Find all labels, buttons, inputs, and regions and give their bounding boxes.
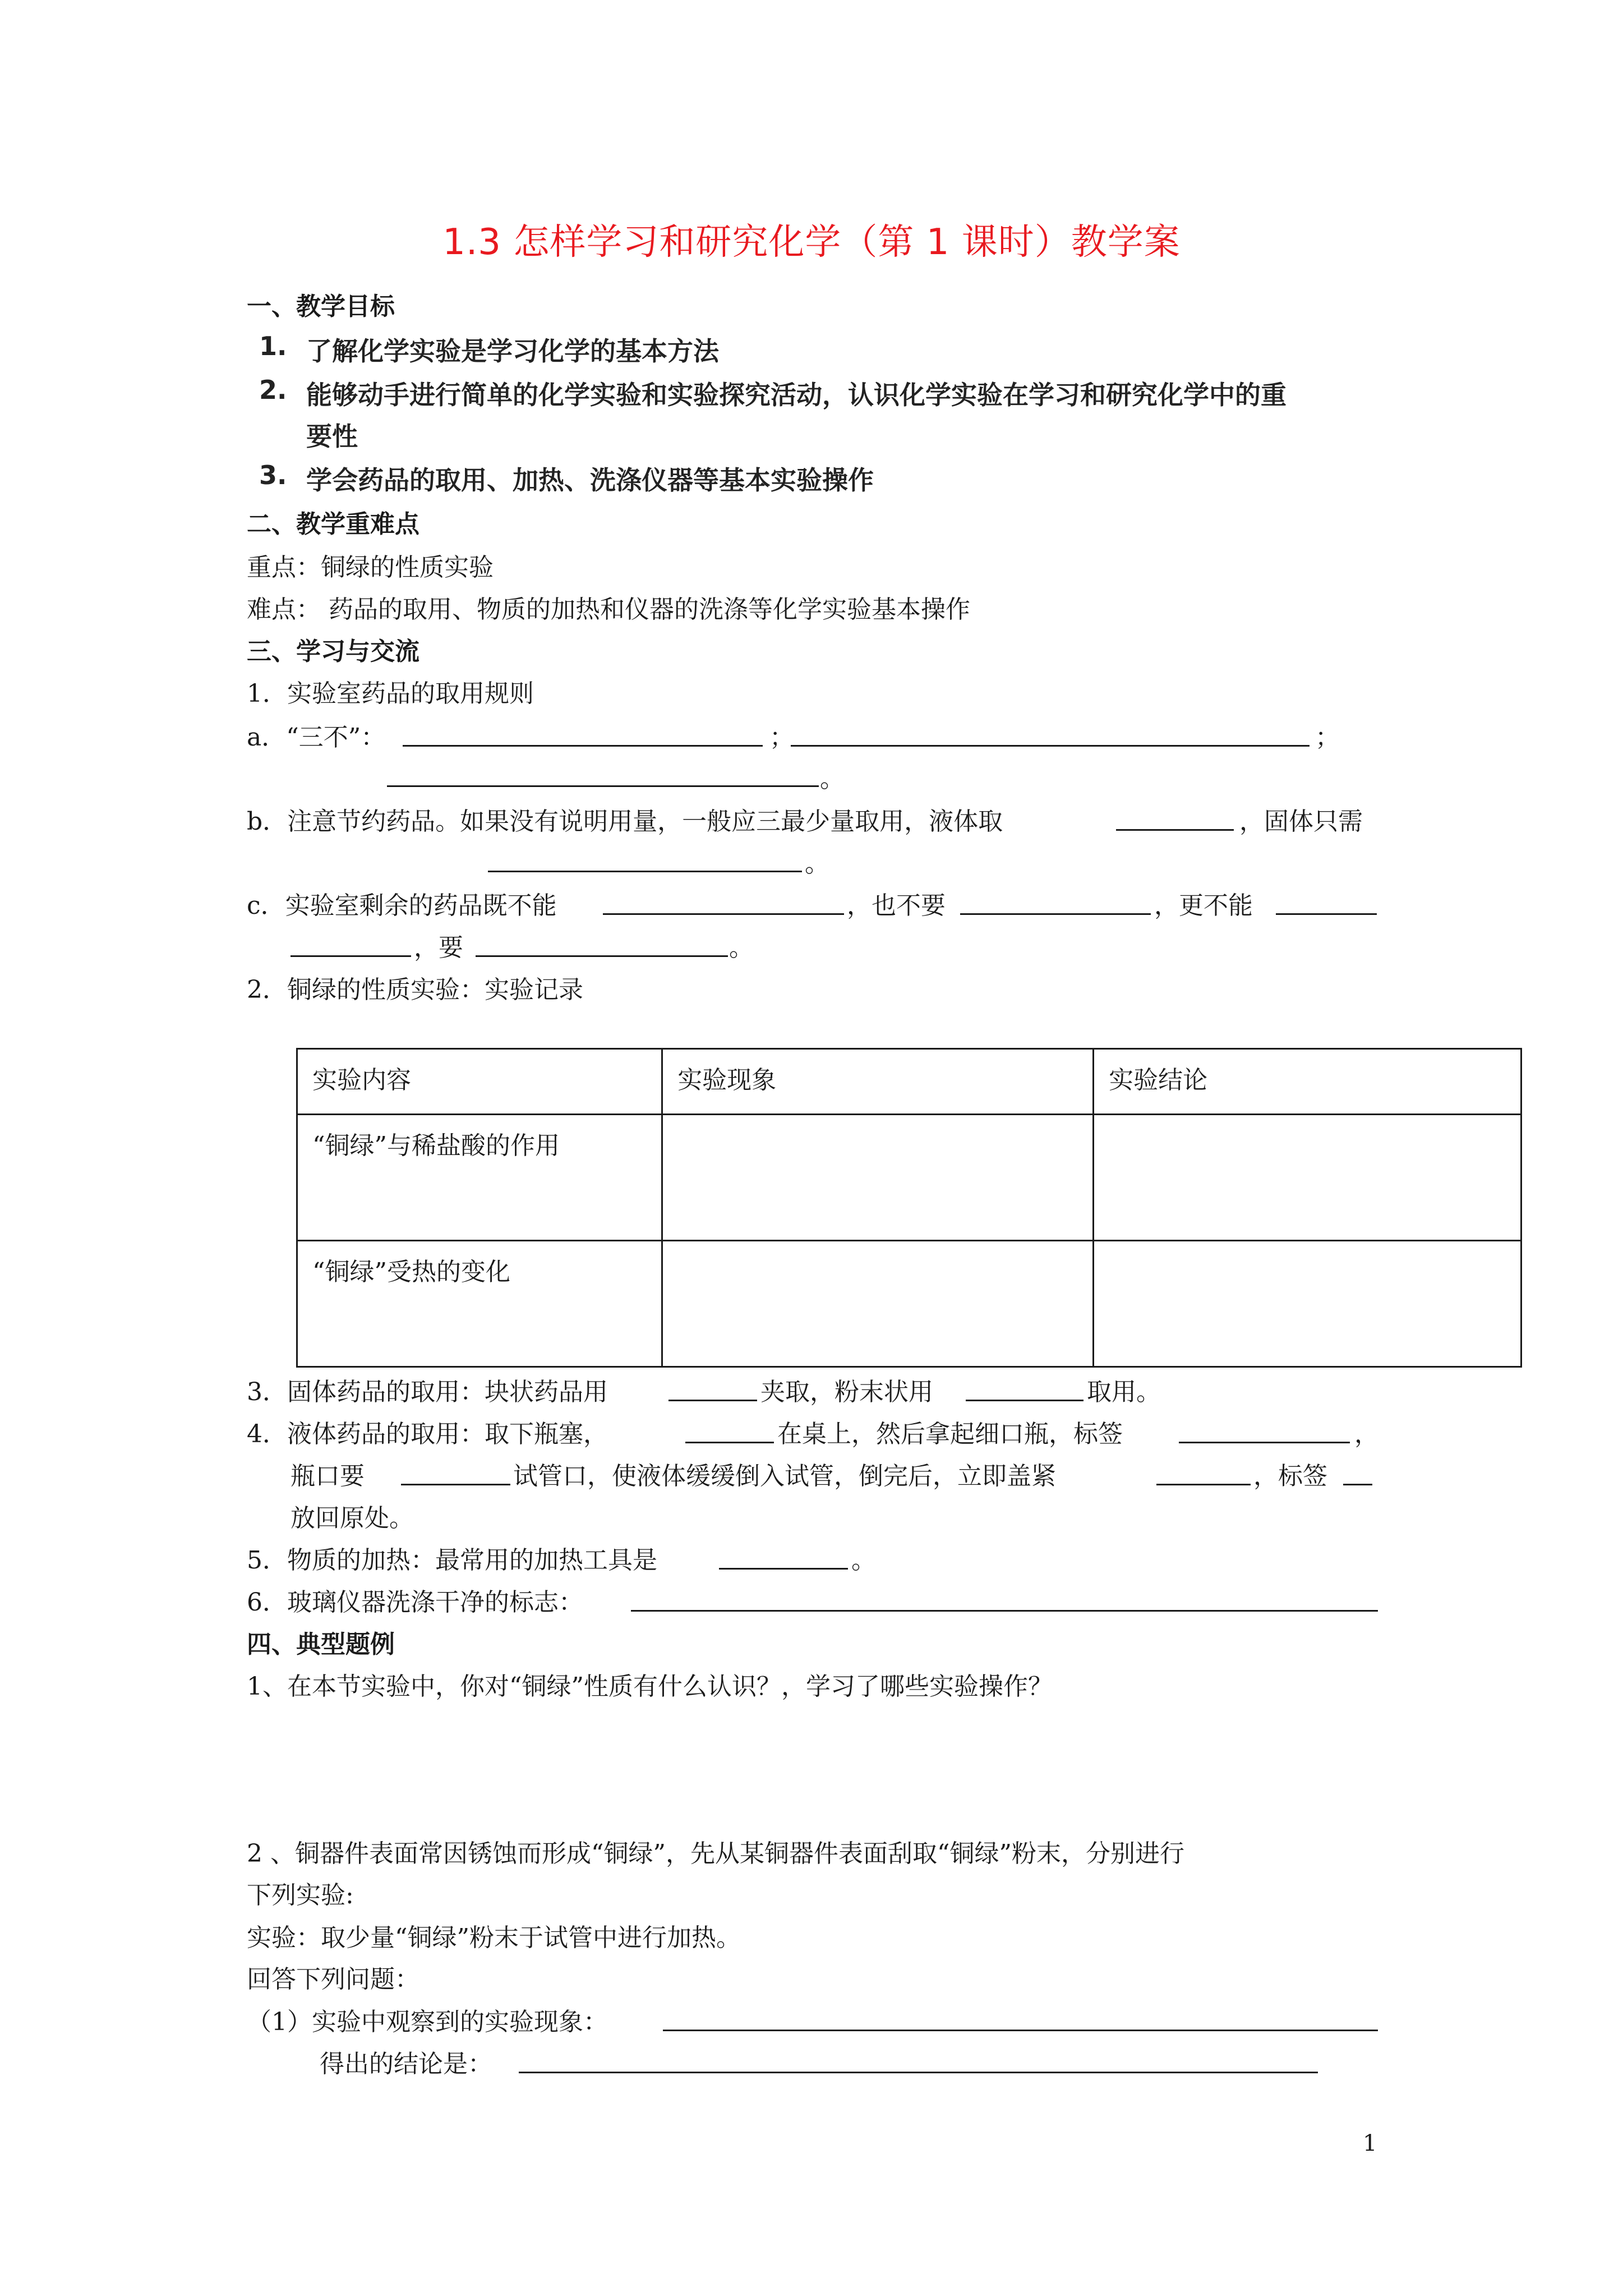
item-4-cont: 瓶口要 xyxy=(291,1462,365,1490)
blank-line xyxy=(519,2072,1318,2073)
blank-line xyxy=(719,1568,848,1570)
blank-line xyxy=(1116,829,1234,831)
section-heading-examples: 四、典型题例 xyxy=(247,1630,395,1659)
goal-number: 1. xyxy=(259,331,287,361)
question-2-line1: 2 、铜器件表面常因锈蚀而形成“铜绿”，先从某铜器件表面刮取“铜绿”粉末，分别进行 xyxy=(247,1839,1184,1868)
blank-line xyxy=(960,913,1151,915)
blank-line xyxy=(603,913,844,915)
rule-c-mid1: ，也不要 xyxy=(847,891,946,920)
question-2-conclusion: 得出的结论是： xyxy=(320,2050,492,2078)
table-header-row xyxy=(297,1049,1521,1115)
table-cell xyxy=(1094,1115,1521,1241)
item-6-text: 6．玻璃仪器洗涤干净的标志： xyxy=(247,1588,583,1617)
item-4-mid: 在桌上，然后拿起细口瓶，标签 xyxy=(777,1420,1123,1448)
item-4-cont-mid2: ，标签 xyxy=(1253,1462,1327,1490)
question-2-prompt: 回答下列问题： xyxy=(247,1965,419,1994)
blank-line xyxy=(488,871,802,872)
item-4-cont-mid: 试管口，使液体缓缓倒入试管，倒完后，立即盖紧 xyxy=(513,1462,1056,1490)
item-1-title: 1．实验室药品的取用规则 xyxy=(247,679,534,708)
separator: ； xyxy=(1315,723,1340,752)
rule-c-cont: ，要 xyxy=(414,933,463,962)
experiment-record-table xyxy=(296,1048,1522,1368)
blank-line xyxy=(791,745,1310,747)
blank-line xyxy=(1343,1484,1372,1485)
blank-line xyxy=(1156,1484,1251,1485)
table-header-cell: 实验结论 xyxy=(1094,1049,1521,1115)
goal-text: 学会药品的取用、加热、洗涤仪器等基本实验操作 xyxy=(306,465,874,495)
question-1: 1、在本节实验中，你对“铜绿”性质有什么认识？，学习了哪些实验操作？ xyxy=(247,1672,1053,1701)
blank-line xyxy=(685,1442,774,1443)
blank-line xyxy=(663,2030,1378,2031)
section-heading-exchange: 三、学习与交流 xyxy=(247,637,419,666)
blank-line xyxy=(668,1400,757,1401)
blank-line xyxy=(966,1400,1083,1401)
table-row xyxy=(297,1241,1521,1367)
item-3-end: 取用。 xyxy=(1087,1378,1161,1406)
table-cell xyxy=(1094,1241,1521,1367)
item-3-text: 3．固体药品的取用：块状药品用 xyxy=(247,1378,608,1406)
difficult-point: 难点： 药品的取用、物质的加热和仪器的洗涤等化学实验基本操作 xyxy=(247,595,970,624)
comma: ， xyxy=(1354,1420,1379,1448)
rule-b-mid: ，固体只需 xyxy=(1239,807,1363,836)
page-title: 1.3 怎样学习和研究化学（第 1 课时）教学案 xyxy=(442,222,1181,263)
item-3-mid: 夹取，粉末状用 xyxy=(760,1378,933,1406)
rule-a-label: a．“三不”： xyxy=(247,723,386,752)
period: 。 xyxy=(729,933,754,962)
rule-b-text: b．注意节约药品。如果没有说明用量，一般应三最少量取用，液体取 xyxy=(247,807,1003,836)
period: 。 xyxy=(851,1546,876,1575)
period: 。 xyxy=(820,765,845,793)
key-point: 重点：铜绿的性质实验 xyxy=(247,553,494,582)
table-header-cell: 实验内容 xyxy=(297,1049,662,1115)
blank-line xyxy=(291,955,411,957)
question-2-part-1: （1）实验中观察到的实验现象： xyxy=(247,2008,608,2036)
blank-line xyxy=(1179,1442,1350,1443)
goal-number: 3. xyxy=(259,460,287,490)
table-cell xyxy=(662,1115,1094,1241)
item-2-title: 2．铜绿的性质实验：实验记录 xyxy=(247,976,583,1004)
section-heading-goals: 一、教学目标 xyxy=(247,292,395,321)
rule-c-mid2: ，更不能 xyxy=(1154,891,1253,920)
blank-line xyxy=(403,745,763,747)
table-cell: “铜绿”与稀盐酸的作用 xyxy=(297,1115,662,1241)
table-cell: “铜绿”受热的变化 xyxy=(297,1241,662,1367)
section-heading-keypoints: 二、教学重难点 xyxy=(247,510,419,539)
blank-line xyxy=(1276,913,1377,915)
question-2-experiment: 实验：取少量“铜绿”粉末于试管中进行加热。 xyxy=(247,1924,741,1952)
blank-line xyxy=(401,1484,510,1485)
blank-line xyxy=(631,1610,1378,1612)
table-row xyxy=(297,1115,1521,1241)
item-4-text: 4．液体药品的取用：取下瓶塞， xyxy=(247,1420,608,1448)
period: 。 xyxy=(805,849,829,878)
blank-line xyxy=(476,955,728,957)
goal-number: 2. xyxy=(259,375,287,405)
item-5-text: 5．物质的加热：最常用的加热工具是 xyxy=(247,1546,657,1575)
separator: ； xyxy=(769,723,794,752)
goal-text-continuation: 要性 xyxy=(306,421,358,452)
page-number: 1 xyxy=(1363,2131,1377,2156)
goal-text: 了解化学实验是学习化学的基本方法 xyxy=(306,336,719,366)
item-4-end: 放回原处。 xyxy=(291,1504,414,1533)
rule-c-text: c．实验室剩余的药品既不能 xyxy=(247,891,557,920)
table-header-cell: 实验现象 xyxy=(662,1049,1094,1115)
table-cell xyxy=(662,1241,1094,1367)
blank-line xyxy=(387,785,819,787)
question-2-line2: 下列实验: xyxy=(247,1881,354,1910)
goal-text: 能够动手进行简单的化学实验和实验探究活动，认识化学实验在学习和研究化学中的重 xyxy=(306,380,1287,410)
